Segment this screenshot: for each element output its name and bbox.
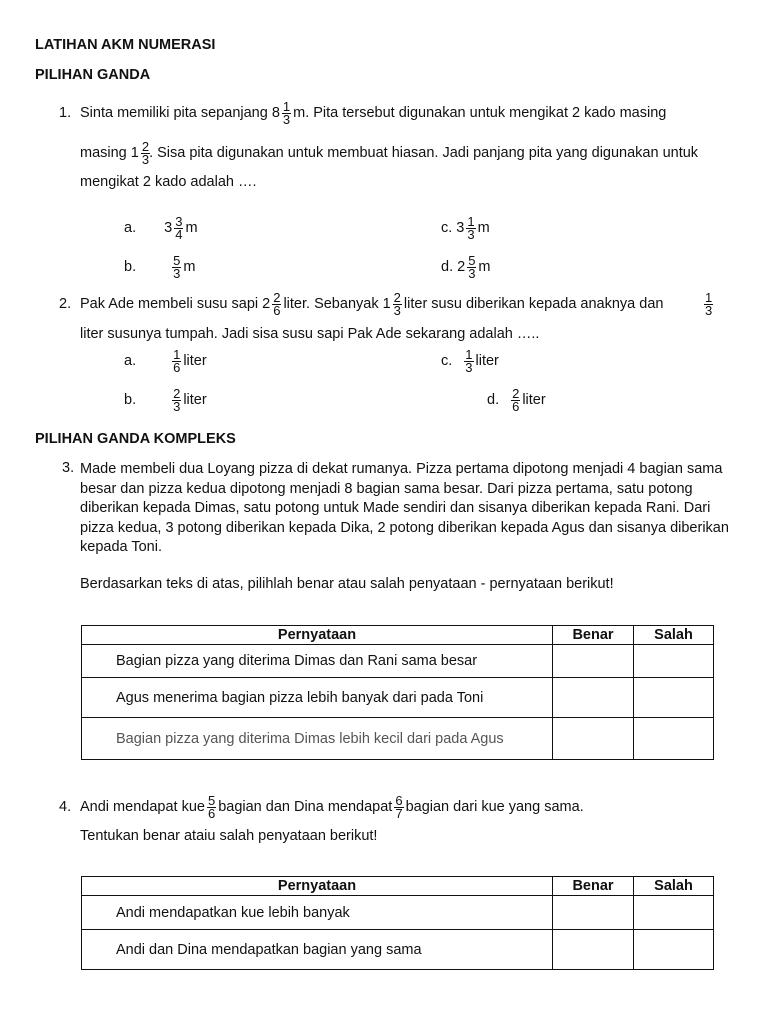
option-unit: liter: [522, 392, 546, 408]
option-label: a.: [124, 220, 137, 236]
fraction: $\frac{2}{3}$: [141, 138, 150, 167]
fraction: $\frac{1}{3}$: [467, 213, 475, 242]
benar-cell[interactable]: [553, 930, 634, 970]
option-c[interactable]: [441, 212, 490, 244]
benar-cell[interactable]: [553, 645, 634, 678]
option-label: a.: [124, 353, 137, 369]
option-a[interactable]: [124, 212, 198, 244]
question-number: 1.: [59, 105, 72, 121]
fraction: $\frac{1}{3}$: [282, 98, 291, 127]
option-unit: m: [185, 220, 198, 236]
question-number: 2.: [59, 296, 72, 312]
question-text: liter. Sebanyak 1: [283, 296, 391, 312]
table-row: [82, 678, 714, 718]
fraction: $\frac{5}{3}$: [468, 252, 476, 281]
statement-cell: Bagian pizza yang diterima Dimas lebih kecil dari pada Agus: [82, 718, 553, 760]
section-heading-complex-multiple-choice: PILIHAN GANDA KOMPLEKS: [35, 431, 236, 447]
fraction: $\frac{2}{6}$: [273, 289, 281, 318]
question-number: 4.: [59, 799, 72, 815]
fraction: $\frac{1}{6}$: [173, 346, 181, 375]
column-header: Salah: [634, 626, 714, 645]
fraction: $\frac{1}{3}$: [705, 289, 713, 318]
option-whole: 3: [164, 220, 173, 236]
table-row: [82, 645, 714, 678]
salah-cell[interactable]: [634, 718, 714, 760]
question-text: liter susu diberikan kepada anaknya dan: [403, 296, 664, 312]
question-text: Pak Ade membeli susu sapi 2: [80, 296, 271, 312]
column-header: Pernyataan: [82, 626, 553, 645]
option-label: c. 3: [441, 220, 465, 236]
fraction: $\frac{2}{3}$: [393, 289, 401, 318]
option-a[interactable]: [124, 345, 207, 377]
question-text: Made membeli dua Loyang pizza di dekat rumanya. Pizza pertama dipotong menjadi 4 bagian sama besar dan pizza kedua dipotong menjadi 8 bagian sama besar. Dari pizza pertama, satu potong diberikan kepada Dimas, satu potong untuk Made sendiri dan sisanya diberikan kepada Rani. Dari pizza kedua, 3 potong diberikan kepada Dika, 2 potong diberikan kepada Agus dan sisanya diberikan kepada Toni.: [80, 461, 729, 555]
option-unit: m: [477, 220, 490, 236]
statement-cell: Andi dan Dina mendapatkan bagian yang sama: [82, 930, 553, 970]
question-instruction: Berdasarkan teks di atas, pilihlah benar atau salah penyataan - pernyataan berikut!: [80, 576, 614, 592]
fraction: $\frac{1}{3}$: [465, 346, 473, 375]
option-unit: liter: [183, 392, 207, 408]
option-label: d. 2: [441, 259, 466, 275]
table-row: [82, 930, 714, 970]
statement-table: [81, 876, 714, 970]
fraction: $\frac{5}{6}$: [207, 792, 216, 821]
fraction: $\frac{6}{7}$: [395, 792, 403, 821]
statement-cell: Andi mendapatkan kue lebih banyak: [82, 896, 553, 930]
table-row: [82, 718, 714, 760]
question-text: masing 1: [80, 145, 139, 161]
fraction: $\frac{2}{6}$: [512, 385, 520, 414]
salah-cell[interactable]: [634, 678, 714, 718]
option-unit: m: [478, 259, 491, 275]
question-line: [80, 97, 666, 129]
question-text: liter susunya tumpah. Jadi sisa susu sapi Pak Ade sekarang adalah …..: [80, 326, 540, 342]
table-header-row: [82, 626, 714, 645]
question-text: bagian dari kue yang sama.: [405, 799, 584, 815]
question-number: 3.: [62, 460, 75, 476]
option-unit: m: [183, 259, 196, 275]
option-unit: liter: [183, 353, 207, 369]
option-c[interactable]: [441, 345, 499, 377]
table-row: [82, 896, 714, 930]
question-text: mengikat 2 kado adalah ….: [80, 174, 257, 190]
question-line: [80, 288, 663, 320]
statement-cell: Agus menerima bagian pizza lebih banyak dari pada Toni: [82, 678, 553, 718]
column-header: Benar: [553, 877, 634, 896]
question-text: m. Pita tersebut digunakan untuk mengikat 2 kado masing: [293, 105, 667, 121]
benar-cell[interactable]: [553, 896, 634, 930]
salah-cell[interactable]: [634, 896, 714, 930]
salah-cell[interactable]: [634, 930, 714, 970]
question-instruction: Tentukan benar ataiu salah penyataan berikut!: [80, 828, 378, 844]
question-text: . Sisa pita digunakan untuk membuat hiasan. Jadi panjang pita yang digunakan untuk: [149, 145, 699, 161]
option-unit: liter: [475, 353, 499, 369]
question-line: [80, 791, 584, 823]
option-d[interactable]: [487, 384, 546, 416]
option-label: c.: [441, 353, 453, 369]
question-fraction: [702, 288, 715, 320]
benar-cell[interactable]: [553, 718, 634, 760]
option-label: b.: [124, 392, 137, 408]
table-header-row: [82, 877, 714, 896]
fraction: $\frac{2}{3}$: [173, 385, 181, 414]
column-header: Pernyataan: [82, 877, 553, 896]
column-header: Benar: [553, 626, 634, 645]
question-text: bagian dan Dina mendapat: [218, 799, 393, 815]
option-d[interactable]: [441, 251, 491, 283]
question-text: Andi mendapat kue: [80, 799, 205, 815]
option-b[interactable]: [124, 251, 195, 283]
option-label: b.: [124, 259, 137, 275]
column-header: Salah: [634, 877, 714, 896]
question-line: [80, 137, 698, 169]
question-text: Sinta memiliki pita sepanjang 8: [80, 105, 280, 121]
fraction: $\frac{3}{4}$: [175, 213, 183, 242]
option-b[interactable]: [124, 384, 207, 416]
option-label: d.: [487, 392, 500, 408]
statement-cell: Bagian pizza yang diterima Dimas dan Rani sama besar: [82, 645, 553, 678]
fraction: $\frac{5}{3}$: [173, 252, 181, 281]
section-heading-multiple-choice: PILIHAN GANDA: [35, 67, 151, 83]
benar-cell[interactable]: [553, 678, 634, 718]
salah-cell[interactable]: [634, 645, 714, 678]
statement-table: [81, 625, 714, 760]
page-title: LATIHAN AKM NUMERASI: [35, 37, 216, 53]
